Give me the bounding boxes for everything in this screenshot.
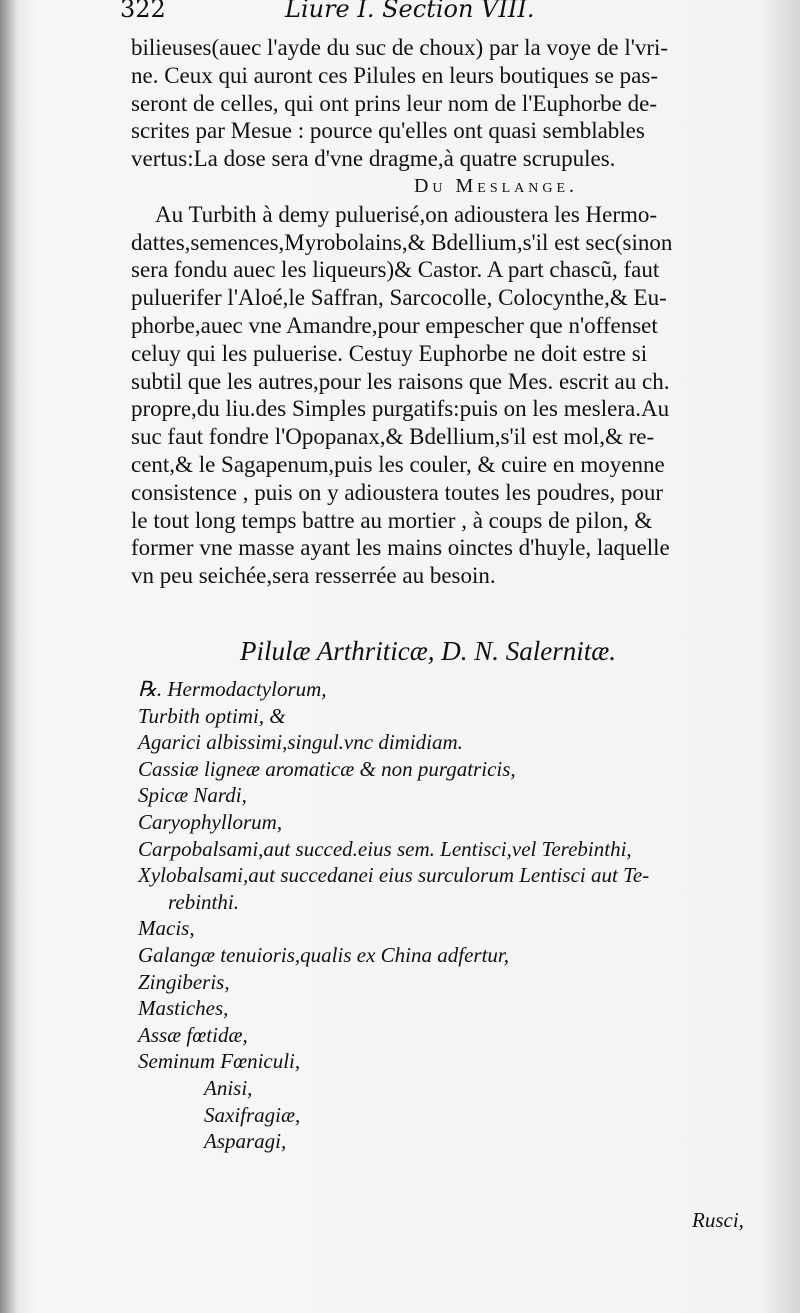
text-line: subtil que les autres,pour les raisons que Mes. escrit au ch. bbox=[131, 368, 670, 394]
text-line: former vne masse ayant les mains oinctes d'huyle, laquelle bbox=[131, 535, 670, 561]
running-title: Liure I. Section VIII. bbox=[285, 0, 535, 23]
text-line: vertus:La dose sera d'vne dragme,à quatre scrupules. bbox=[131, 146, 616, 172]
recipe-ingredient: Galangæ tenuioris,qualis ex China adfertur, bbox=[138, 942, 510, 967]
recipe-ingredient: Spicæ Nardi, bbox=[138, 783, 247, 808]
text-line: le tout long temps battre au mortier , à coups de pilon, & bbox=[131, 507, 653, 533]
section-heading: Du Meslange. bbox=[413, 174, 579, 197]
text-line: puluerifer l'Aloé,le Saffran, Sarcocolle, Colocynthe,& Eu- bbox=[131, 285, 667, 311]
recipe-ingredient: Anisi, bbox=[204, 1075, 253, 1100]
page-number: 322 bbox=[120, 0, 166, 23]
text-line: ne. Ceux qui auront ces Pilules en leurs boutiques se pas- bbox=[131, 62, 658, 88]
text-line: phorbe,auec vne Amandre,pour empescher que n'offenset bbox=[131, 312, 658, 338]
paragraph-top bbox=[131, 34, 761, 173]
recipe-ingredient: Zingiberis, bbox=[138, 969, 230, 994]
recipe-ingredient: rebinthi. bbox=[168, 889, 239, 914]
text-line: propre,du liu.des Simples purgatifs:puis on les meslera.Au bbox=[131, 396, 670, 422]
text-line: celuy qui les puluerise. Cestuy Euphorbe ne doit estre si bbox=[131, 340, 648, 366]
recipe-ingredient: Mastiches, bbox=[138, 996, 229, 1021]
text-line: scrites par Mesue : pource qu'elles ont quasi semblables bbox=[131, 118, 645, 144]
text-line: cent,& le Sagapenum,puis les couler, & cuire en moyenne bbox=[131, 451, 665, 477]
text-line: dattes,semences,Myrobolains,& Bdellium,s'il est sec(sinon bbox=[131, 229, 673, 255]
text-line: Au Turbith à demy puluerisé,on adioustera les Hermo- bbox=[155, 201, 658, 227]
recipe-ingredient: Xylobalsami,aut succedanei eius surculorum Lentisci aut Te- bbox=[138, 863, 650, 888]
recipe-ingredient: Agarici albissimi,singul.vnc dimidiam. bbox=[138, 730, 463, 755]
recipe-ingredient: Assæ fœtidæ, bbox=[138, 1022, 248, 1047]
recipe-ingredient: Turbith optimi, & bbox=[138, 703, 286, 728]
text-line: bilieuses(auec l'ayde du suc de choux) par la voye de l'vri- bbox=[131, 35, 669, 60]
recipe-ingredient: Macis, bbox=[138, 916, 195, 941]
text-line: consistence , puis on y adioustera toutes les poudres, pour bbox=[131, 479, 664, 505]
recipe-ingredient: ℞. Hermodactylorum, bbox=[138, 677, 327, 701]
body-text bbox=[131, 34, 761, 590]
recipe-ingredient: Caryophyllorum, bbox=[138, 809, 283, 834]
recipe-ingredient: Asparagi, bbox=[204, 1129, 287, 1154]
recipe-ingredient: Seminum Fœniculi, bbox=[138, 1049, 301, 1074]
recipe-ingredient: Saxifragiæ, bbox=[204, 1102, 301, 1127]
formula-title: Pilulæ Arthriticæ, D. N. Salernitæ. bbox=[240, 636, 617, 666]
page-header bbox=[120, 0, 760, 26]
text-line: sera fondu auec les liqueurs)& Castor. A part chascũ, faut bbox=[131, 257, 660, 283]
recipe-ingredient: Carpobalsami,aut succed.eius sem. Lentisci,vel Terebinthi, bbox=[138, 836, 632, 861]
recipe-ingredient: Cassiæ ligneæ aromaticæ & non purgatricis, bbox=[138, 756, 516, 781]
text-line: vn peu seichée,sera resserrée au besoin. bbox=[131, 563, 496, 589]
text-line: suc faut fondre l'Opopanax,& Bdellium,s'il est mol,& re- bbox=[131, 424, 655, 450]
text-line: seront de celles, qui ont prins leur nom de l'Euphorbe de- bbox=[131, 90, 657, 116]
paragraph-meslange bbox=[131, 201, 761, 590]
catchword: Rusci, bbox=[692, 1208, 744, 1232]
recipe-list bbox=[138, 676, 768, 1155]
